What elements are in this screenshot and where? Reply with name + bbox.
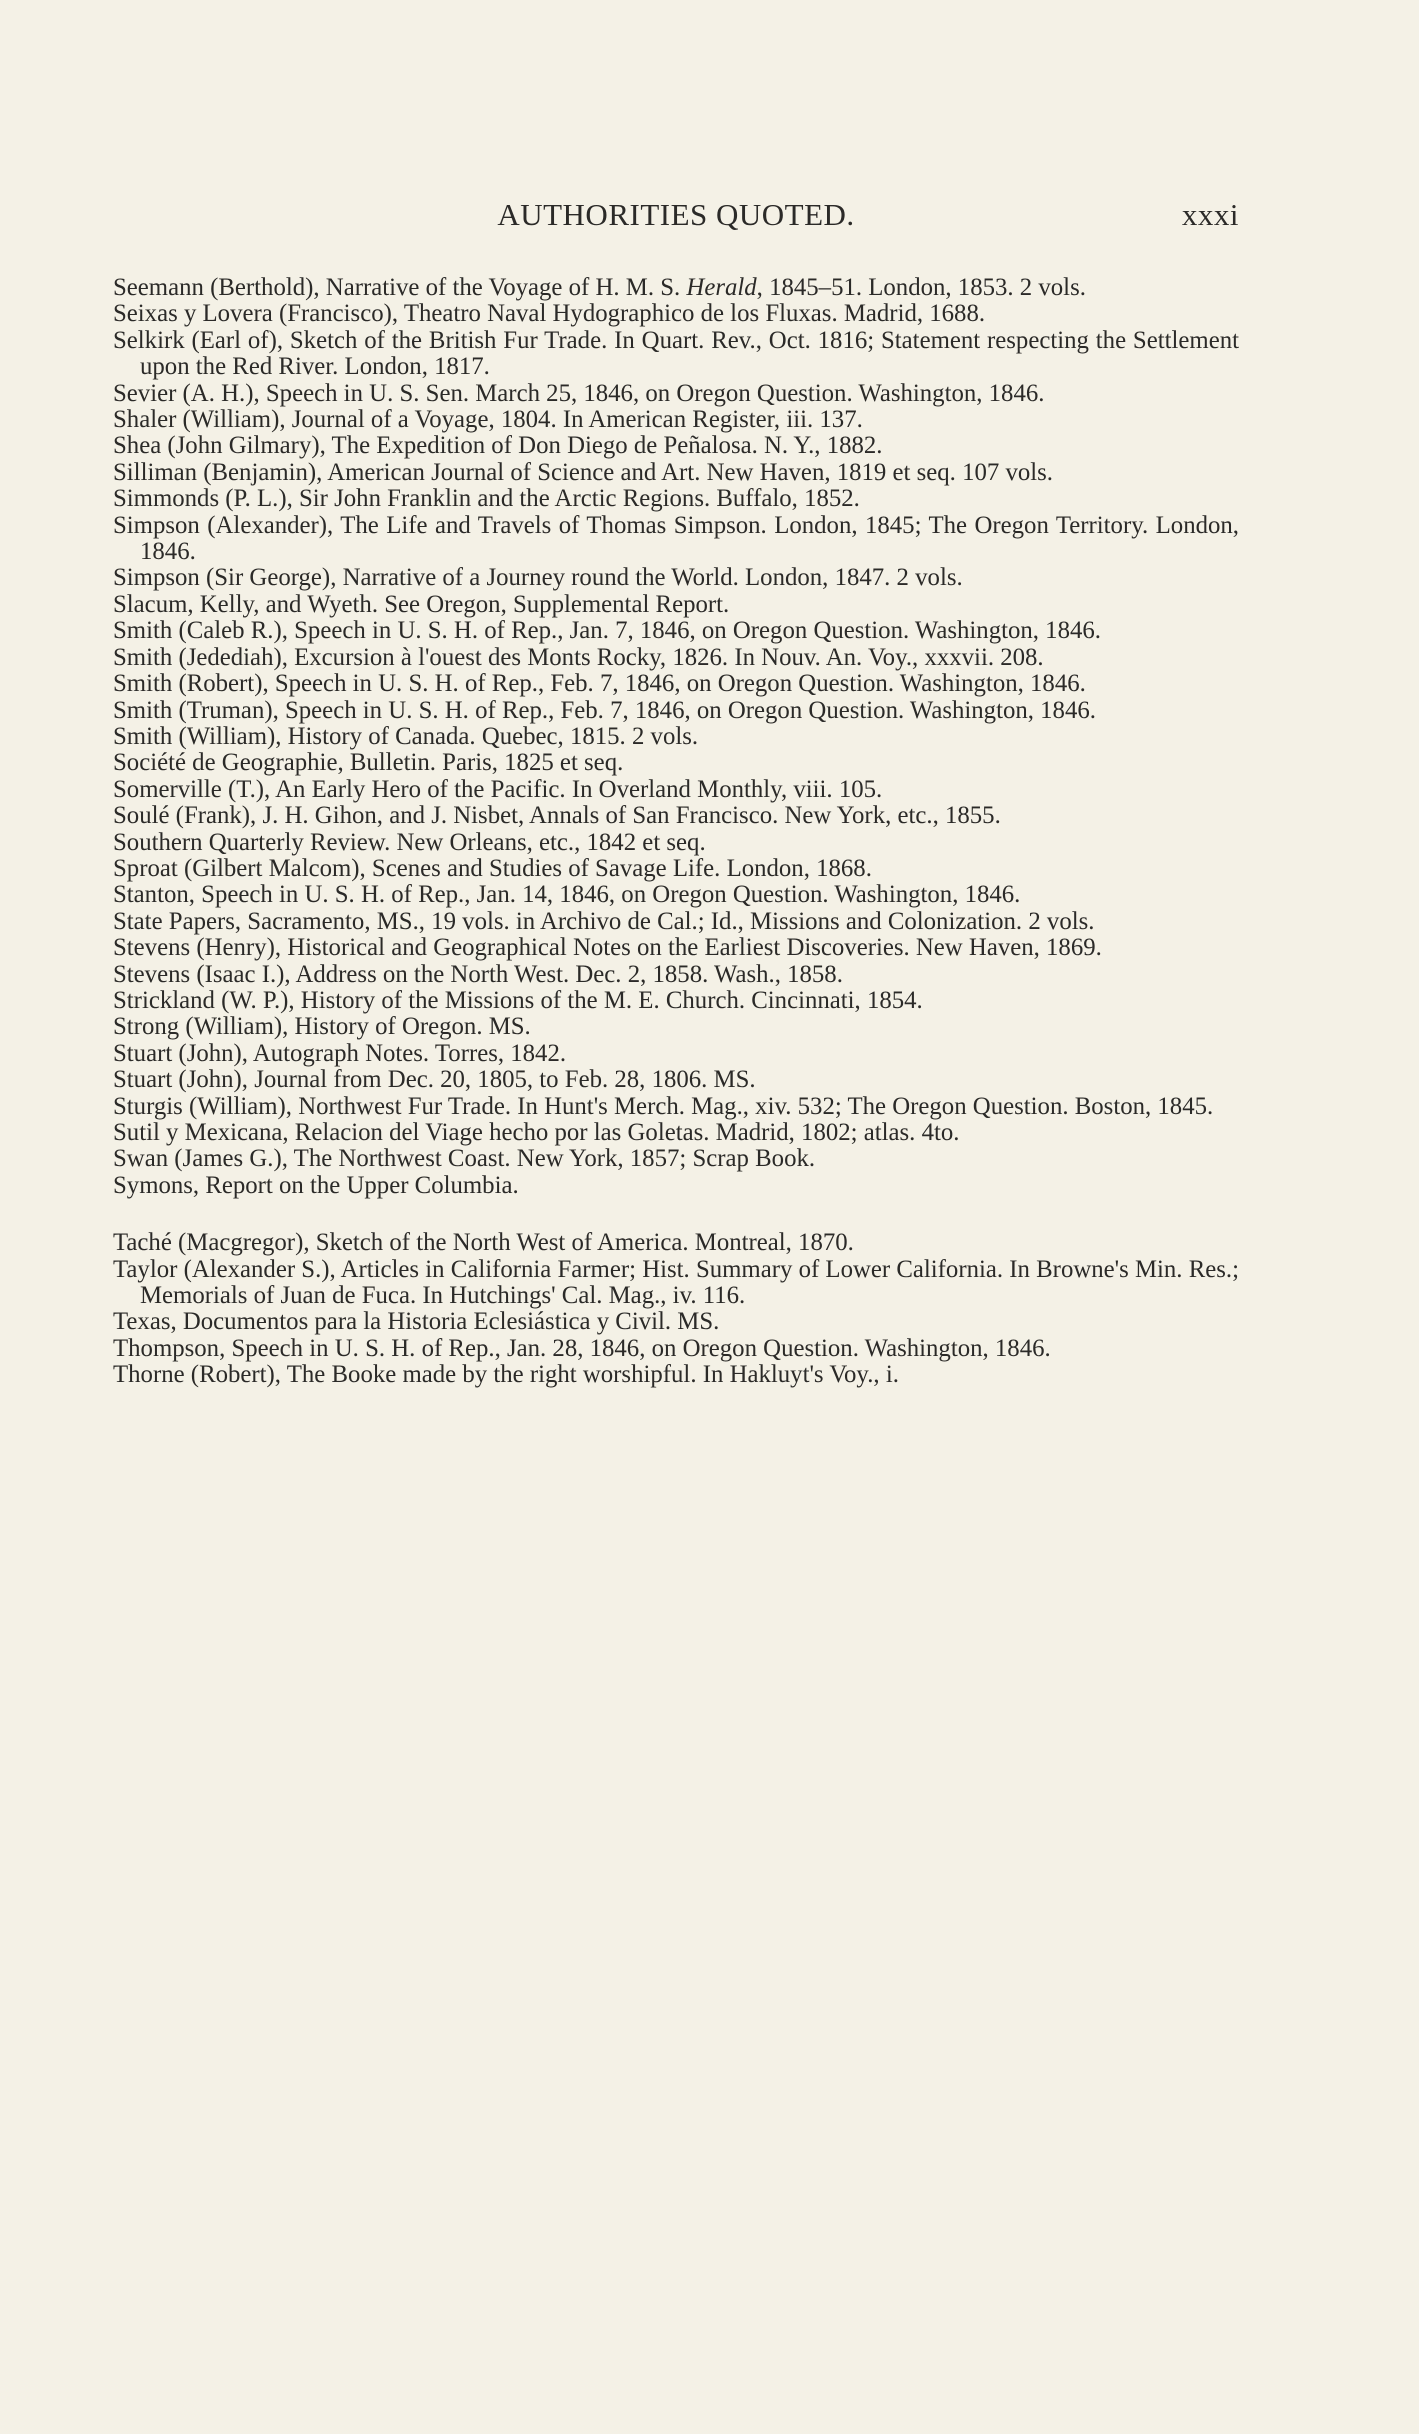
bibliography-entry: Simpson (Sir George), Narrative of a Journey round the World. London, 1847. 2 vols.	[113, 564, 963, 592]
bibliography-entry: State Papers, Sacramento, MS., 19 vols. in Archivo de Cal.; Id., Missions and Colonization. 2 vols.	[113, 907, 1095, 935]
bibliography-entry: Strong (William), History of Oregon. MS.	[113, 1013, 531, 1041]
bibliography-entry: Symons, Report on the Upper Columbia.	[113, 1171, 519, 1199]
bibliography-entry: Thompson, Speech in U. S. H. of Rep., Jan. 28, 1846, on Oregon Question. Washington, 1846.	[113, 1334, 1051, 1362]
bibliography-entry: Smith (William), History of Canada. Quebec, 1815. 2 vols.	[113, 722, 699, 750]
running-header	[113, 197, 1239, 243]
bibliography-entry: Swan (James G.), The Northwest Coast. New York, 1857; Scrap Book.	[113, 1145, 816, 1173]
bibliography-entry: Simpson (Alexander), The Life and Travels of Thomas Simpson. London, 1845; The Oregon Territory. London, 1846.	[113, 511, 1239, 566]
bibliography-entry: Shea (John Gilmary), The Expedition of Don Diego de Peñalosa. N. Y., 1882.	[113, 432, 883, 460]
bibliography-entry: Sturgis (William), Northwest Fur Trade. In Hunt's Merch. Mag., xiv. 532; The Oregon Question. Boston, 1845.	[113, 1092, 1214, 1120]
bibliography-entry: Stevens (Henry), Historical and Geographical Notes on the Earliest Discoveries. New Haven, 1869.	[113, 934, 1102, 962]
bibliography-entry: Smith (Robert), Speech in U. S. H. of Rep., Feb. 7, 1846, on Oregon Question. Washington, 1846.	[113, 670, 1086, 698]
bibliography-entry: Selkirk (Earl of), Sketch of the British Fur Trade. In Quart. Rev., Oct. 1816; Statement respecting the Settlement upon the Red River. London, 1817.	[113, 326, 1239, 381]
bibliography-entry: Sproat (Gilbert Malcom), Scenes and Studies of Savage Life. London, 1868.	[113, 854, 872, 882]
bibliography-entry: Slacum, Kelly, and Wyeth. See Oregon, Supplemental Report.	[113, 590, 730, 618]
bibliography-entry: Stuart (John), Journal from Dec. 20, 1805, to Feb. 28, 1806. MS.	[113, 1066, 756, 1094]
bibliography-entry: Stevens (Isaac I.), Address on the North West. Dec. 2, 1858. Wash., 1858.	[113, 960, 843, 988]
bibliography-list	[113, 275, 1239, 1389]
bibliography-group	[113, 275, 1239, 1199]
bibliography-entry: Texas, Documentos para la Historia Eclesiástica y Civil. MS.	[113, 1308, 720, 1336]
bibliography-entry: Thorne (Robert), The Booke made by the right worshipful. In Hakluyt's Voy., i.	[113, 1361, 899, 1389]
bibliography-entry: Southern Quarterly Review. New Orleans, etc., 1842 et seq.	[113, 828, 706, 856]
bibliography-entry: Taylor (Alexander S.), Articles in California Farmer; Hist. Summary of Lower California. In Browne's Min. Res.; Memorials of Juan de Fuca. In Hutchings' Cal. Mag., iv. 116.	[113, 1255, 1239, 1310]
bibliography-entry: Simmonds (P. L.), Sir John Franklin and the Arctic Regions. Buffalo, 1852.	[113, 485, 860, 513]
bibliography-entry: Sutil y Mexicana, Relacion del Viage hecho por las Goletas. Madrid, 1802; atlas. 4to.	[113, 1119, 960, 1146]
bibliography-entry: Seemann (Berthold), Narrative of the Voyage of H. M. S. Herald, 1845–51. London, 1853. 2 vols.	[113, 274, 1086, 301]
bibliography-entry: Soulé (Frank), J. H. Gihon, and J. Nisbet, Annals of San Francisco. New York, etc., 1855.	[113, 802, 1001, 830]
page-title: AUTHORITIES QUOTED.	[497, 197, 855, 232]
bibliography-entry: Stuart (John), Autograph Notes. Torres, 1842.	[113, 1039, 567, 1067]
bibliography-entry: Shaler (William), Journal of a Voyage, 1804. In American Register, iii. 137.	[113, 406, 863, 434]
bibliography-group	[113, 1230, 1239, 1388]
bibliography-entry: Somerville (T.), An Early Hero of the Pacific. In Overland Monthly, viii. 105.	[113, 775, 883, 803]
bibliography-entry: Smith (Jedediah), Excursion à l'ouest des Monts Rocky, 1826. In Nouv. An. Voy., xxxvii. 208.	[113, 643, 1044, 671]
page-number: xxxi	[1181, 197, 1239, 232]
bibliography-entry: Smith (Truman), Speech in U. S. H. of Rep., Feb. 7, 1846, on Oregon Question. Washington, 1846.	[113, 696, 1096, 724]
bibliography-entry: Smith (Caleb R.), Speech in U. S. H. of Rep., Jan. 7, 1846, on Oregon Question. Washington, 1846.	[113, 617, 1101, 645]
bibliography-entry: Sevier (A. H.), Speech in U. S. Sen. March 25, 1846, on Oregon Question. Washington, 1846.	[113, 379, 1045, 407]
bibliography-entry: Stanton, Speech in U. S. H. of Rep., Jan. 14, 1846, on Oregon Question. Washington, 1846.	[113, 881, 1021, 909]
bibliography-entry: Silliman (Benjamin), American Journal of Science and Art. New Haven, 1819 et seq. 107 vols.	[113, 458, 1054, 486]
ship-name: Herald	[686, 274, 757, 301]
bibliography-entry: Seixas y Lovera (Francisco), Theatro Naval Hydographico de los Fluxas. Madrid, 1688.	[113, 300, 986, 328]
bibliography-entry: Taché (Macgregor), Sketch of the North West of America. Montreal, 1870.	[113, 1229, 854, 1257]
bibliography-entry: Strickland (W. P.), History of the Missions of the M. E. Church. Cincinnati, 1854.	[113, 986, 923, 1014]
bibliography-entry: Société de Geographie, Bulletin. Paris, 1825 et seq.	[113, 749, 624, 777]
